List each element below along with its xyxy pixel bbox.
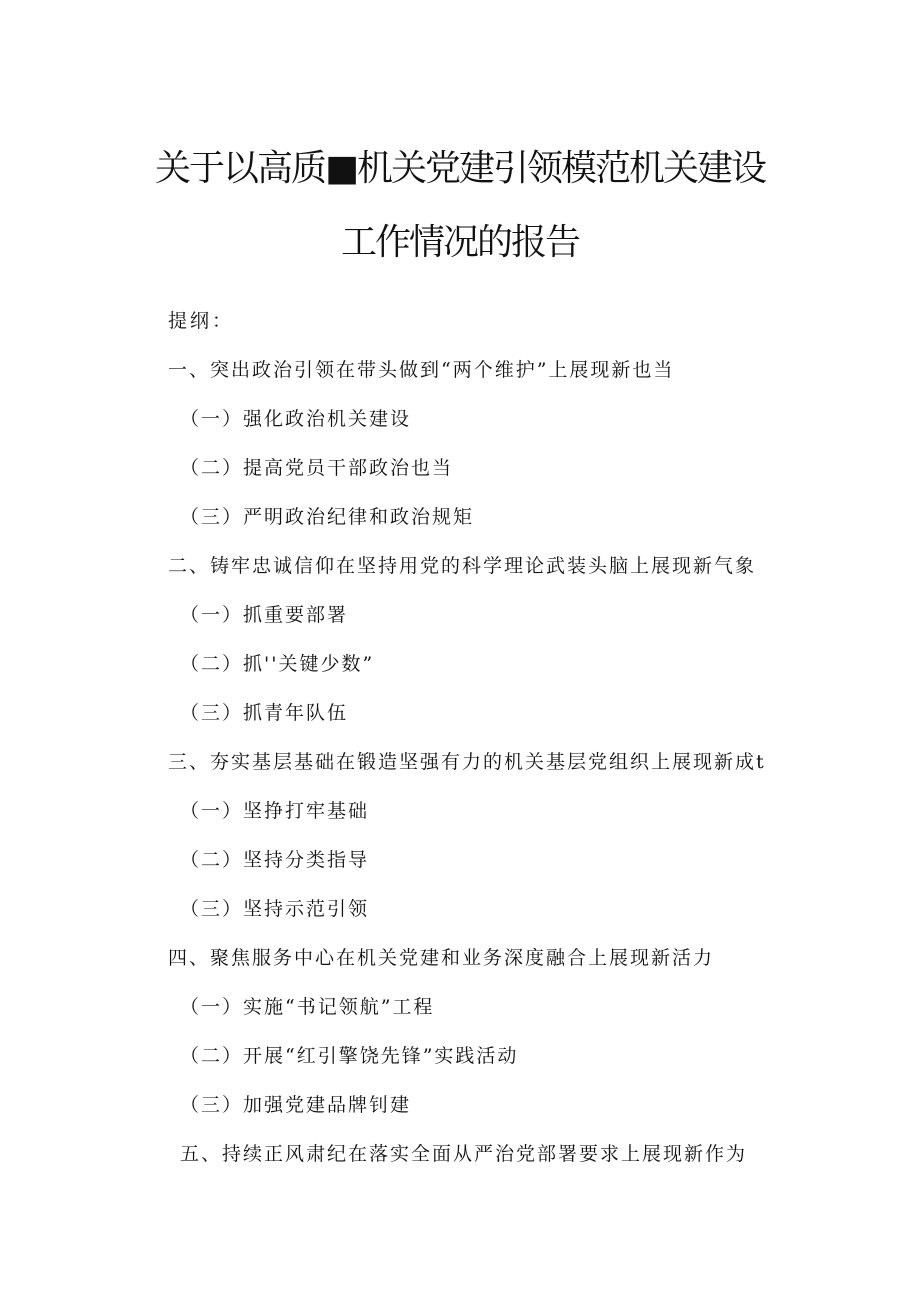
section-4-item-2: （二）开展“红引擎饶先锋”实践活动 xyxy=(180,1045,519,1067)
section-5-heading: 五、持续正风肃纪在落实全面从严治党部署要求上展现新作为 xyxy=(180,1143,748,1165)
section-2-item-3: （三）抓青年队伍 xyxy=(180,702,349,724)
section-3-item-2: （二）坚持分类指导 xyxy=(180,849,370,871)
section-3-heading: 三、夯实基层基础在锻造坚强有力的机关基层党组织上展现新成t xyxy=(168,751,766,773)
section-4-heading: 四、聚焦服务中心在机关党建和业务深度融合上展现新活力 xyxy=(168,947,715,969)
section-4-item-3: （三）加强党建品牌钊建 xyxy=(180,1094,412,1116)
section-2-item-2: （二）抓''关键少数” xyxy=(180,653,375,675)
section-4-item-1: （一）实施“书记领航”工程 xyxy=(180,996,435,1018)
report-title-line-2: 工作情况的报告 xyxy=(340,222,579,263)
section-3-item-1: （一）坚挣打牢基础 xyxy=(180,800,370,822)
section-1-item-1: （一）强化政治机关建设 xyxy=(180,408,412,430)
outline-label: 提纲： xyxy=(168,310,235,332)
report-title-line-1: 关于以高质■机关党建引领模范机关建设 xyxy=(154,148,765,189)
section-1-heading: 一、突出政治引领在带头做到“两个维护”上展现新也当 xyxy=(168,359,675,381)
section-3-item-3: （三）坚持示范引领 xyxy=(180,898,370,920)
section-2-heading: 二、铸牢忠诚信仰在坚持用党的科学理论武装头脑上展现新气象 xyxy=(168,555,757,577)
section-1-item-3: （三）严明政治纪律和政治规矩 xyxy=(180,506,475,528)
section-2-item-1: （一）抓重要部署 xyxy=(180,604,349,626)
section-1-item-2: （二）提高党员干部政治也当 xyxy=(180,457,454,479)
